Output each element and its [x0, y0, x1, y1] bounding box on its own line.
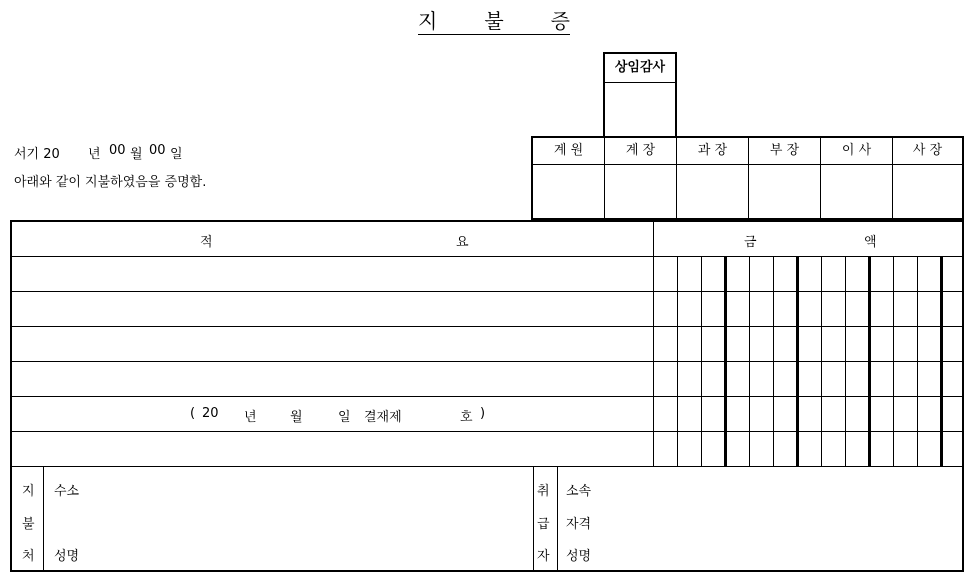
approval-sign-divider: [892, 164, 893, 218]
note-document-label: 결재제: [364, 410, 402, 425]
summary-header-char-2: 요: [456, 235, 469, 250]
audit-signature-box: [603, 52, 677, 137]
date-day-label: 일: [170, 147, 183, 162]
title-char-1: 지: [418, 9, 438, 33]
date-line: [14, 143, 214, 161]
digit-column-line: [917, 256, 918, 466]
digit-group-line: [724, 256, 727, 466]
certification-statement: 아래와 같이 지불하였음을 증명함.: [14, 175, 207, 190]
note-year-label: 년: [244, 410, 257, 425]
handler-affiliation-label: 소속: [566, 484, 592, 499]
date-month-label: 월: [130, 147, 143, 162]
title-char-3: 증: [550, 9, 570, 33]
approval-head-clerk: 계 원: [533, 138, 605, 164]
digit-column-line: [845, 256, 846, 466]
note-month-label: 월: [290, 410, 303, 425]
note-number-label: 호: [460, 410, 473, 425]
digit-group-line: [940, 256, 943, 466]
handler-label-divider: [557, 467, 558, 570]
approval-head-chief: 계 장: [605, 138, 677, 164]
handler-name-label: 성명: [566, 549, 592, 564]
document-title: [418, 8, 570, 35]
date-year-label: 년: [88, 147, 101, 162]
payee-label-divider: [43, 467, 44, 570]
handler-label-char-3: 자: [537, 549, 550, 564]
date-month-value: 00: [109, 143, 126, 158]
digit-column-line: [749, 256, 750, 466]
table-row-line: [12, 326, 962, 327]
table-row-line: [12, 256, 962, 257]
settlement-note: [12, 397, 653, 431]
summary-amount-divider: [653, 222, 654, 466]
digit-column-line: [677, 256, 678, 466]
table-row-line: [12, 291, 962, 292]
approval-head-department: 부 장: [749, 138, 821, 164]
amount-header-char-2: 액: [864, 235, 877, 250]
date-day-value: 00: [149, 143, 166, 158]
payee-label-char-3: 처: [22, 549, 35, 564]
note-era: 20: [202, 406, 219, 421]
payee-label-char-2: 불: [22, 517, 35, 532]
approval-block: [531, 136, 964, 220]
table-row-line: [12, 431, 962, 432]
approval-sign-divider: [604, 164, 605, 218]
note-day-label: 일: [338, 410, 351, 425]
payee-handler-divider: [533, 467, 534, 570]
handler-label-char-1: 취: [537, 484, 550, 499]
digit-column-line: [893, 256, 894, 466]
digit-column-line: [821, 256, 822, 466]
handler-label-char-2: 급: [537, 517, 550, 532]
approval-head-president: 사 장: [912, 143, 943, 158]
payee-address-label: 수소: [54, 484, 80, 499]
note-close-paren: ): [480, 406, 486, 421]
amount-header-char-1: 금: [744, 235, 757, 250]
approval-sign-divider: [748, 164, 749, 218]
handler-qualification-label: 자격: [566, 517, 592, 532]
note-open-paren: (: [190, 406, 196, 421]
payee-label-char-1: 지: [22, 484, 35, 499]
payee-name-label: 성명: [54, 549, 80, 564]
title-char-2: 불: [484, 9, 504, 33]
digit-group-line: [796, 256, 799, 466]
digit-column-line: [701, 256, 702, 466]
approval-head-section: 과 장: [677, 138, 749, 164]
approval-head-director: 이 사: [821, 138, 893, 164]
table-row-line: [12, 466, 962, 467]
approval-sign-divider: [676, 164, 677, 218]
table-row-line: [12, 361, 962, 362]
audit-label: 상임감사: [605, 54, 675, 83]
approval-sign-divider: [820, 164, 821, 218]
digit-group-line: [868, 256, 871, 466]
payment-table: [10, 220, 964, 572]
summary-header-char-1: 적: [200, 235, 213, 250]
date-era: 서기 20: [14, 147, 60, 162]
digit-column-line: [773, 256, 774, 466]
